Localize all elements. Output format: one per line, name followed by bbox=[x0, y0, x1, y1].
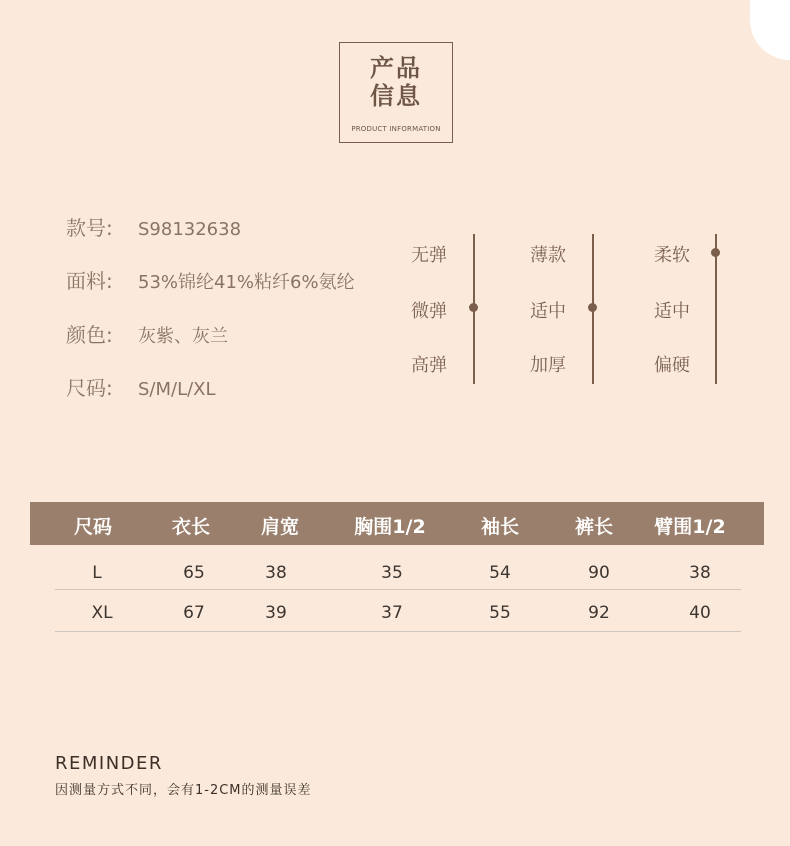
section-title-line-1: 产品 bbox=[370, 54, 422, 82]
info-label: 面料: bbox=[66, 269, 113, 293]
table-cell: 92 bbox=[588, 603, 610, 623]
table-header-cell: 尺码 bbox=[73, 516, 113, 538]
table-cell: 40 bbox=[689, 603, 711, 623]
table-cell: XL bbox=[91, 603, 113, 623]
scale-thickness-mid: 适中 bbox=[530, 301, 566, 322]
info-row-size bbox=[66, 372, 216, 401]
size-table-header bbox=[30, 502, 764, 545]
reminder-title: REMINDER bbox=[55, 753, 163, 774]
table-header-cell: 衣长 bbox=[171, 516, 211, 538]
table-cell: 54 bbox=[489, 563, 511, 583]
scale-elasticity-bottom: 高弹 bbox=[411, 355, 447, 376]
info-value: 灰紫、灰兰 bbox=[138, 326, 228, 347]
table-cell: L bbox=[92, 563, 102, 583]
scale-softness-bottom: 偏硬 bbox=[654, 355, 690, 376]
corner-notch bbox=[750, 0, 790, 60]
section-title-line-2: 信息 bbox=[370, 82, 422, 110]
info-row-fabric bbox=[66, 265, 355, 294]
table-cell: 55 bbox=[489, 603, 511, 623]
table-cell: 90 bbox=[588, 563, 610, 583]
scale-elasticity-mid: 微弹 bbox=[411, 301, 447, 322]
table-header-cell: 肩宽 bbox=[260, 516, 300, 538]
info-value: S/M/L/XL bbox=[138, 379, 216, 400]
table-row-divider bbox=[55, 589, 741, 590]
scale-thickness-marker bbox=[588, 303, 597, 312]
scale-softness-marker bbox=[711, 248, 720, 257]
table-cell: 65 bbox=[183, 563, 205, 583]
scale-softness-top: 柔软 bbox=[654, 245, 690, 266]
table-cell: 37 bbox=[381, 603, 403, 623]
info-row-color bbox=[66, 319, 228, 348]
table-header-cell: 裤长 bbox=[574, 516, 614, 538]
info-row-style-no bbox=[66, 212, 241, 241]
scale-thickness-top: 薄款 bbox=[530, 245, 566, 266]
info-label: 尺码: bbox=[66, 376, 113, 400]
table-cell: 39 bbox=[265, 603, 287, 623]
table-header-cell: 胸围1/2 bbox=[354, 516, 426, 538]
info-value: 53%锦纶41%粘纤6%氨纶 bbox=[138, 272, 355, 293]
info-value: S98132638 bbox=[138, 219, 242, 240]
scale-elasticity-top: 无弹 bbox=[411, 245, 447, 266]
info-label: 款号: bbox=[66, 216, 113, 240]
scale-elasticity-marker bbox=[469, 303, 478, 312]
table-cell: 38 bbox=[265, 563, 287, 583]
table-cell: 67 bbox=[183, 603, 205, 623]
reminder-text: 因测量方式不同，会有1-2CM的测量误差 bbox=[55, 783, 312, 798]
table-row-divider bbox=[55, 631, 741, 632]
info-label: 颜色: bbox=[66, 323, 113, 347]
table-header-cell: 袖长 bbox=[480, 516, 520, 538]
section-title-box bbox=[339, 42, 453, 143]
scale-thickness-bottom: 加厚 bbox=[530, 355, 566, 376]
section-subtitle: PRODUCT INFORMATION bbox=[351, 125, 441, 133]
table-cell: 38 bbox=[689, 563, 711, 583]
table-cell: 35 bbox=[381, 563, 403, 583]
scale-softness-mid: 适中 bbox=[654, 301, 690, 322]
table-header-cell: 臂围1/2 bbox=[654, 516, 726, 538]
